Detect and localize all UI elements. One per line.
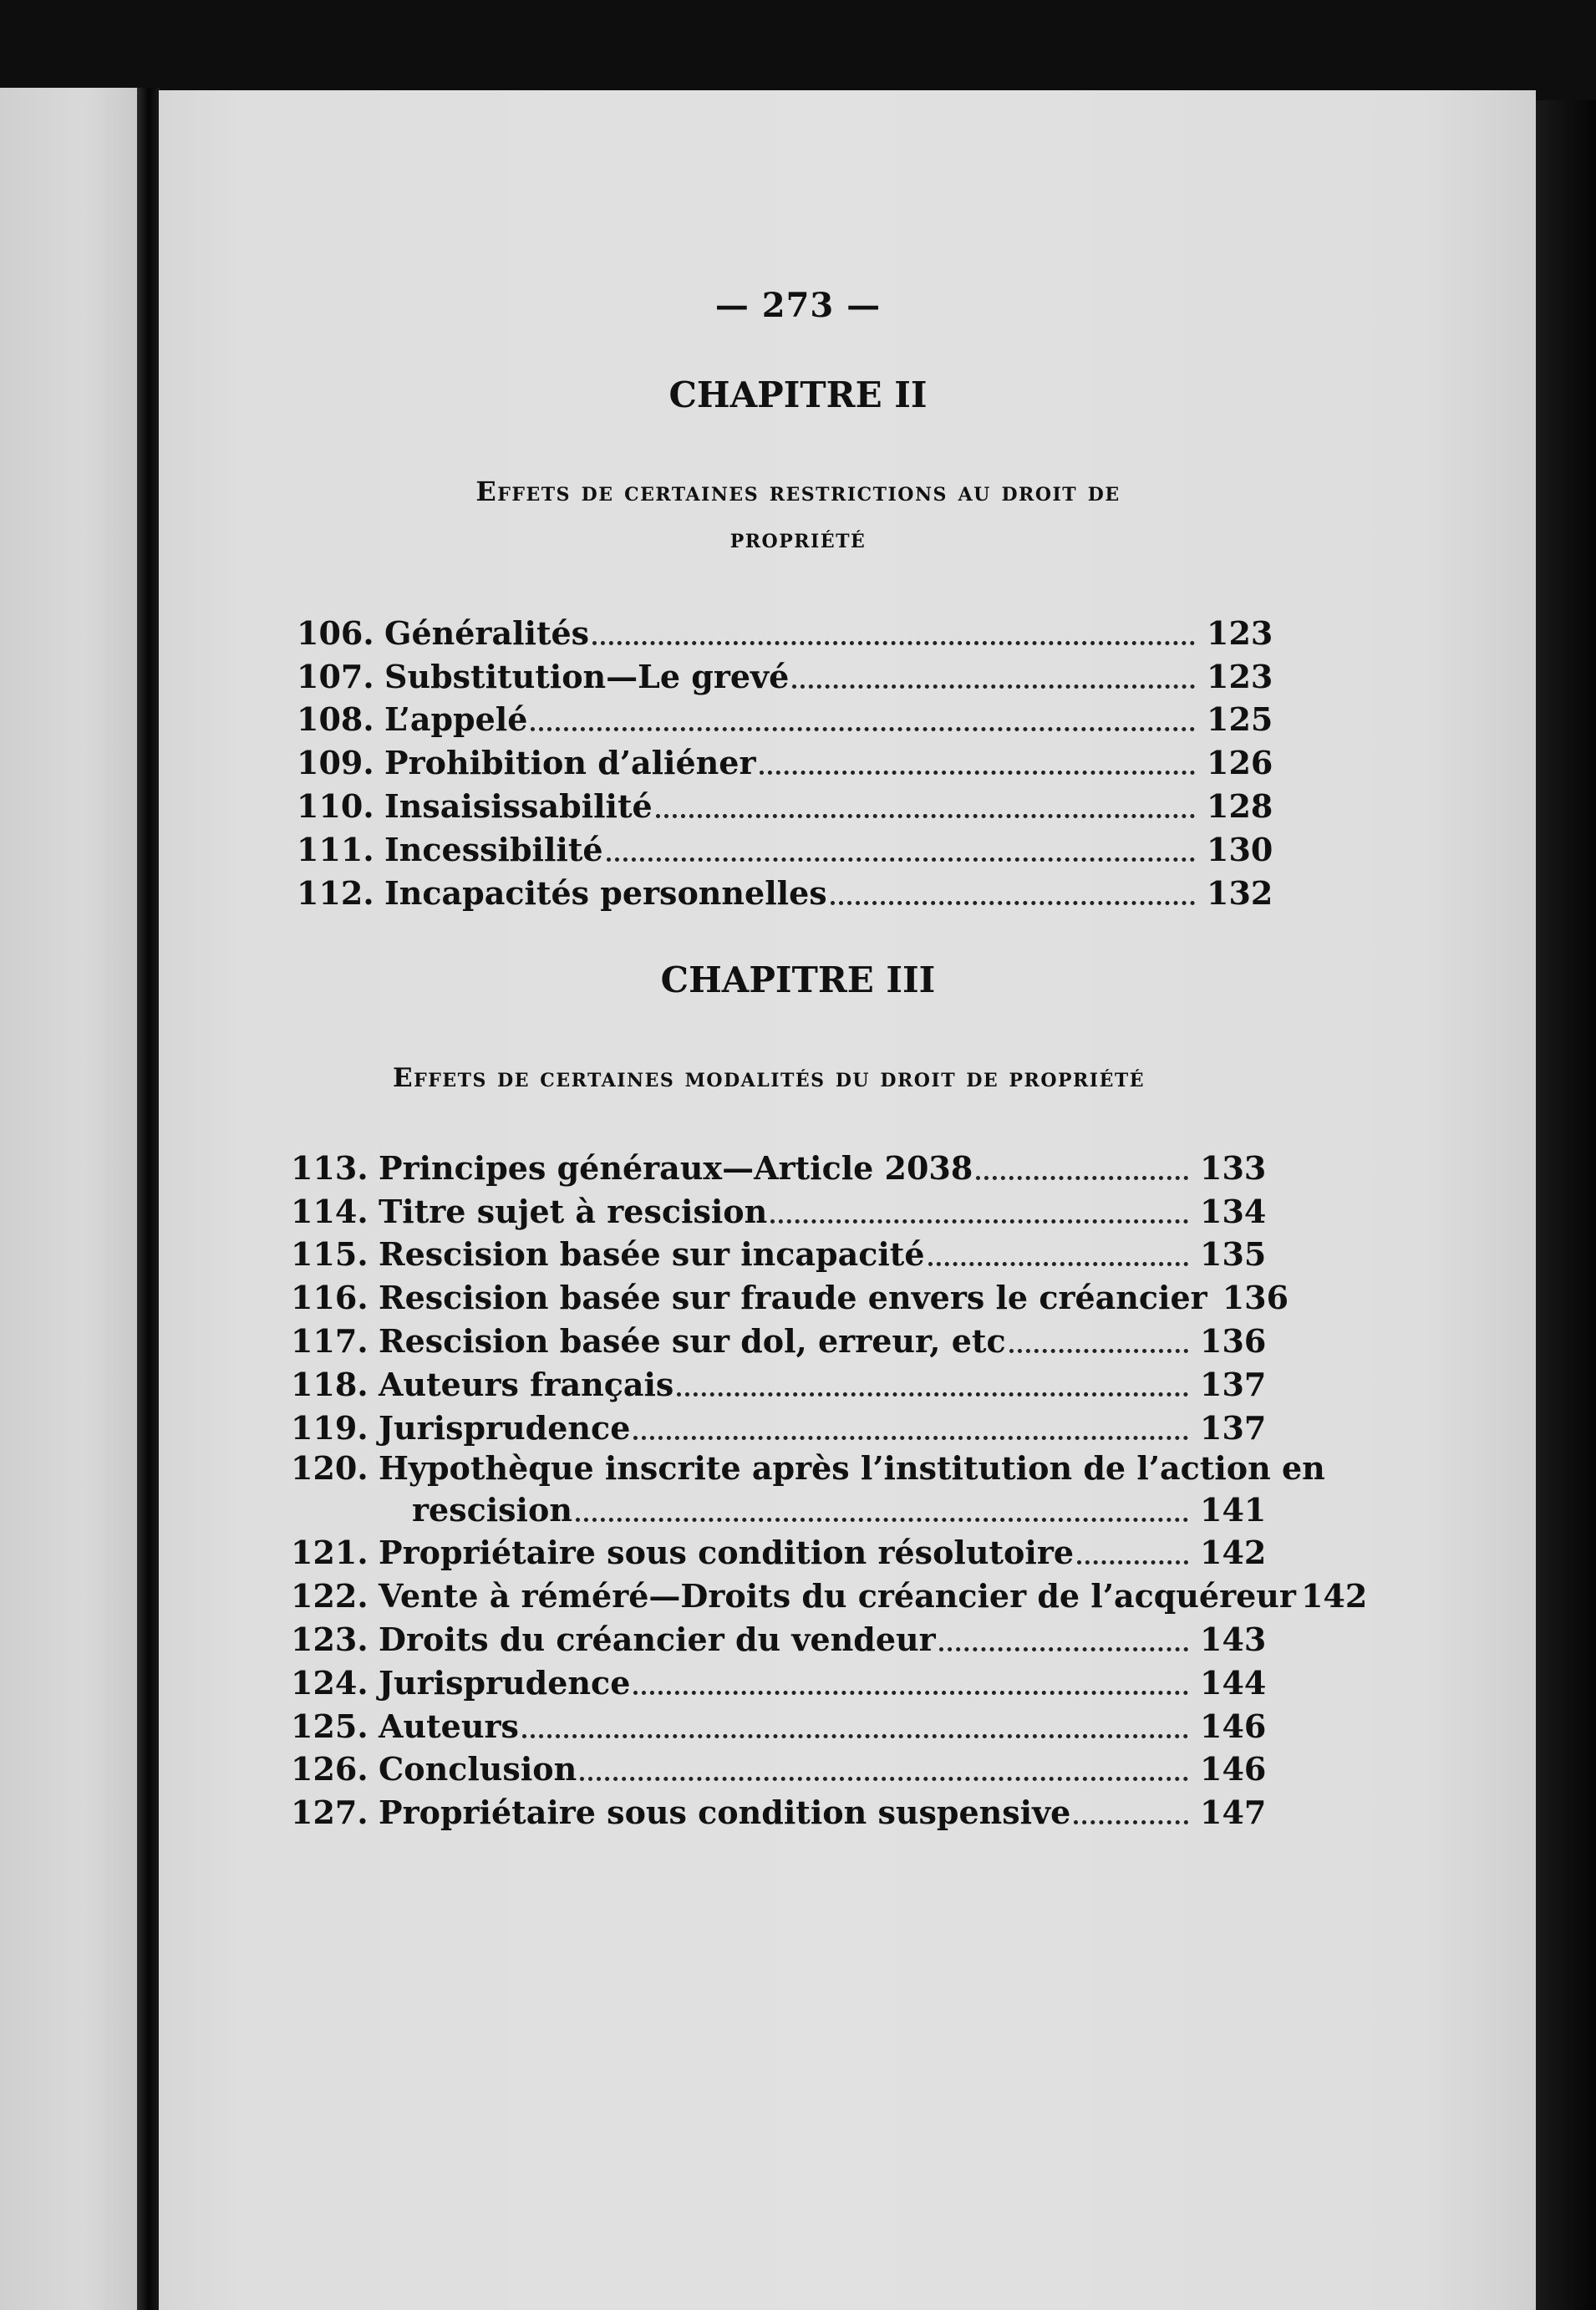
toc-entry-number: 118. (291, 1365, 369, 1403)
toc-entry-page: 134 (1200, 1192, 1267, 1230)
toc-entry-title: Propriétaire sous condition suspensive (379, 1794, 1071, 1832)
toc-entry-page: 137 (1200, 1365, 1267, 1403)
toc-entry-number: 107. (297, 657, 374, 695)
toc-entry-page: 123 (1207, 657, 1273, 695)
toc-entry-title: Vente à réméré—Droits du créancier de l’acquéreur (379, 1577, 1296, 1615)
toc-entry (291, 1615, 1267, 1658)
toc-entry (297, 608, 1273, 652)
toc-entry-page: 125 (1207, 700, 1273, 739)
toc-entry-title: Titre sujet à rescision (379, 1192, 768, 1230)
toc-entry-page: 146 (1200, 1707, 1267, 1745)
chapter-3-heading: Effets de certaines modalités du droit de propriété (392, 1063, 1146, 1093)
toc-entry-page: 144 (1200, 1663, 1267, 1702)
toc-entry-number: 114. (291, 1192, 369, 1230)
toc-entry-title: Rescision basée sur fraude envers le créancier (379, 1279, 1207, 1317)
toc-entry-number: 110. (297, 786, 374, 825)
chapter-2-heading-line1: Effets de certaines restrictions au droit de (475, 476, 1121, 507)
toc-entry-number: 124. (291, 1663, 369, 1702)
chapter-2-heading-line2: propriété (729, 522, 867, 554)
toc-entry-number: 115. (291, 1235, 369, 1274)
toc-entry-title: Propriétaire sous condition résolutoire (379, 1534, 1075, 1572)
toc-entry-page: 141 (1200, 1490, 1267, 1529)
toc-entry-title: Incapacités personnelles (384, 873, 827, 912)
toc-entry-title: Incessibilité (384, 830, 603, 868)
dot-leader (1074, 1788, 1188, 1824)
dot-leader (928, 1230, 1188, 1266)
chapter-2-title: CHAPITRE II (668, 374, 928, 415)
toc-entry-page: 143 (1200, 1620, 1267, 1658)
toc-entry (291, 1360, 1267, 1403)
toc-entry-title: Rescision basée sur incapacité (379, 1235, 925, 1274)
toc-entry-title: Principes généraux—Article 2038 (379, 1148, 973, 1187)
dot-leader (792, 653, 1195, 689)
dot-leader (531, 695, 1195, 731)
toc-entry-title: Auteurs français (379, 1365, 674, 1403)
toc-entry-page: 123 (1207, 613, 1273, 652)
toc-entry (291, 1143, 1267, 1187)
dot-leader (677, 1361, 1188, 1397)
toc-entry (291, 1529, 1267, 1572)
toc-entry (291, 1571, 1368, 1615)
toc-entry-page: 146 (1200, 1750, 1267, 1788)
toc-entry-number: 116. (291, 1279, 369, 1317)
dot-leader (1077, 1529, 1188, 1565)
page-number: — 273 — (714, 286, 882, 325)
toc-entry (291, 1658, 1267, 1702)
toc-entry-title: Rescision basée sur dol, erreur, etc (379, 1321, 1006, 1360)
toc-entry-number: 111. (297, 830, 374, 868)
toc-entry-title: Hypothèque inscrite après l’institution de l’action en (379, 1448, 1325, 1487)
toc-entry-title: Jurisprudence (379, 1663, 631, 1702)
toc-entry (297, 738, 1273, 782)
toc-entry-number: 125. (291, 1707, 369, 1745)
toc-entry-page: 135 (1200, 1235, 1267, 1274)
toc-entry-number: 119. (291, 1408, 369, 1447)
toc-entry-title: Droits du créancier du vendeur (379, 1620, 936, 1658)
toc-entry-page: 136 (1200, 1321, 1267, 1360)
dot-leader (522, 1702, 1188, 1738)
toc-entry-page: 147 (1200, 1794, 1267, 1832)
toc-entry-title-continuation: rescision (412, 1490, 572, 1529)
dot-leader (831, 869, 1195, 905)
toc-entry-page: 137 (1200, 1408, 1267, 1447)
toc-entry-page: 132 (1207, 873, 1273, 912)
toc-entry-page: 126 (1207, 744, 1273, 782)
toc-entry-number: 123. (291, 1620, 369, 1658)
dot-leader (770, 1188, 1188, 1224)
toc-entry (291, 1702, 1267, 1745)
toc-entry (291, 1447, 1325, 1487)
toc-entry (291, 1403, 1267, 1447)
toc-entry-page: 128 (1207, 786, 1273, 825)
chapter-2-heading (368, 468, 1228, 562)
scan-border (1536, 100, 1596, 2310)
dot-leader (592, 609, 1195, 645)
toc-entry-number: 117. (291, 1321, 369, 1360)
toc-entry-number: 122. (291, 1577, 369, 1615)
dot-leader (1009, 1317, 1188, 1353)
dot-leader (760, 739, 1196, 775)
toc-entry (291, 1788, 1267, 1832)
book-gutter (137, 88, 160, 2310)
toc-entry-title: Conclusion (379, 1750, 577, 1788)
toc-entry-number: 106. (297, 613, 374, 652)
adjacent-page-edge (0, 88, 140, 2310)
toc-entry-number: 120. (291, 1448, 369, 1487)
toc-entry (291, 1273, 1289, 1317)
toc-entry-title: Insaisissabilité (384, 786, 653, 825)
toc-entry (291, 1316, 1267, 1360)
dot-leader (976, 1144, 1188, 1180)
toc-entry (297, 825, 1273, 868)
toc-entry (297, 868, 1273, 912)
toc-entry-number: 126. (291, 1750, 369, 1788)
toc-entry-number: 113. (291, 1148, 369, 1187)
dot-leader (633, 1659, 1188, 1695)
toc-entry-title: Jurisprudence (379, 1408, 631, 1447)
toc-entry-title: L’appelé (384, 700, 528, 739)
dot-leader (607, 826, 1195, 862)
toc-entry-page: 133 (1200, 1148, 1267, 1187)
chapter-3-title: CHAPITRE III (660, 959, 936, 1000)
toc-entry-title: Prohibition d’aliéner (384, 744, 756, 782)
toc-entry-continuation (291, 1487, 1267, 1529)
toc-entry (297, 781, 1273, 825)
dot-leader (656, 782, 1195, 818)
dot-leader (939, 1615, 1188, 1651)
toc-entry (291, 1187, 1267, 1230)
dot-leader (580, 1745, 1188, 1781)
toc-entry-number: 127. (291, 1794, 369, 1832)
toc-entry (291, 1745, 1267, 1788)
toc-entry-title: Généralités (384, 613, 590, 652)
toc-entry-title: Substitution—Le grevé (384, 657, 790, 695)
toc-entry-number: 112. (297, 873, 374, 912)
chapter-2-toc (297, 608, 1273, 912)
toc-entry-page: 142 (1300, 1577, 1368, 1615)
toc-entry-page: 136 (1222, 1279, 1289, 1317)
toc-entry (297, 695, 1273, 739)
dot-leader (633, 1404, 1188, 1440)
toc-entry-number: 109. (297, 744, 374, 782)
toc-entry-page: 130 (1207, 830, 1273, 868)
toc-entry-number: 108. (297, 700, 374, 739)
toc-entry-title: Auteurs (379, 1707, 519, 1745)
toc-entry-number: 121. (291, 1534, 369, 1572)
toc-entry (291, 1230, 1267, 1274)
chapter-3-toc (291, 1143, 1368, 1832)
dot-leader (576, 1486, 1188, 1522)
toc-entry-page: 142 (1200, 1534, 1267, 1572)
toc-entry (297, 652, 1273, 695)
